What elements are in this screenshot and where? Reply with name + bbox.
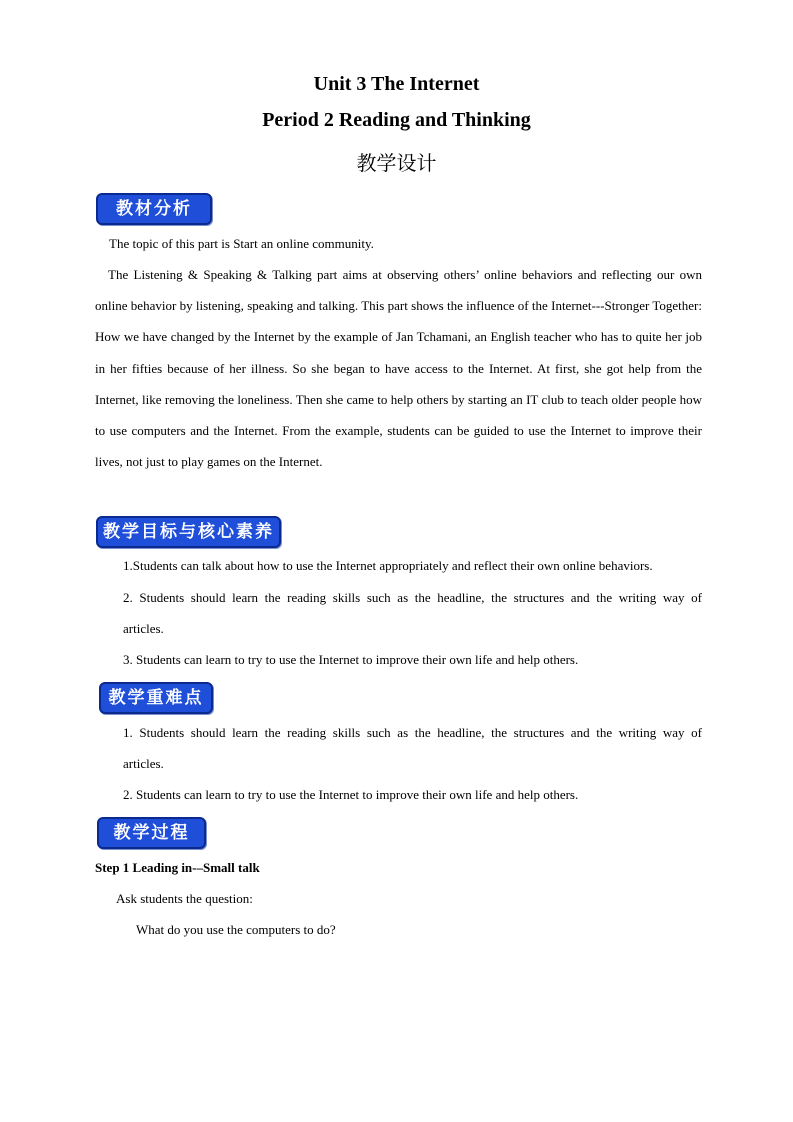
- objective-item-2: 2. Students should learn the reading skills such as the headline, the structures and the writing way of: [123, 590, 702, 605]
- section1-paragraph-1: The topic of this part is Start an online community.: [109, 236, 374, 251]
- difficulty-item-1: 1. Students should learn the reading skills such as the headline, the structures and the writing way of: [123, 725, 702, 740]
- document-title: Unit 3 The Internet: [313, 73, 480, 95]
- objective-item-1: 1.Students can talk about how to use the Internet appropriately and reflect their own online behaviors.: [123, 558, 653, 573]
- step-1-instruction: Ask students the question:: [116, 891, 253, 906]
- section-badge-key-difficulties: 教学重难点: [99, 682, 213, 714]
- document-subtitle: Period 2 Reading and Thinking: [262, 109, 531, 131]
- section-badge-teaching-objectives: 教学目标与核心素养: [96, 516, 281, 548]
- step-1-heading: Step 1 Leading in-–Small talk: [95, 860, 260, 875]
- difficulty-item-2: 2. Students can learn to try to use the Internet to improve their own life and help others.: [123, 787, 579, 802]
- section1-paragraph-2: The Listening & Speaking & Talking part aims at observing others’ online behaviors and reflecting our own online behavior by listening, speaking and talking. This part shows the influence of the Internet---Stronger Together: How we have changed by the Internet by the example of Jan Tchamani, an English teacher who has to quite her job in her fifties because of her illness. So she began to have access to the Internet. At first, she got help from the Internet, like removing the loneliness. Then she came to help others by starting an IT club to teach older people how to use computers and the Internet. From the example, students can be guided to use the Internet to improve their lives, not just to play games on the Internet.: [95, 267, 702, 470]
- document-cn-title: 教学设计: [356, 151, 437, 175]
- objective-item-3: 3. Students can learn to try to use the Internet to improve their own life and help others.: [123, 652, 579, 667]
- section-badge-teaching-process: 教学过程: [97, 817, 206, 849]
- section-badge-textbook-analysis: 教材分析: [96, 193, 212, 225]
- difficulty-item-1-cont: articles.: [123, 756, 164, 771]
- objective-item-2-cont: articles.: [123, 621, 164, 636]
- step-1-question: What do you use the computers to do?: [136, 922, 336, 937]
